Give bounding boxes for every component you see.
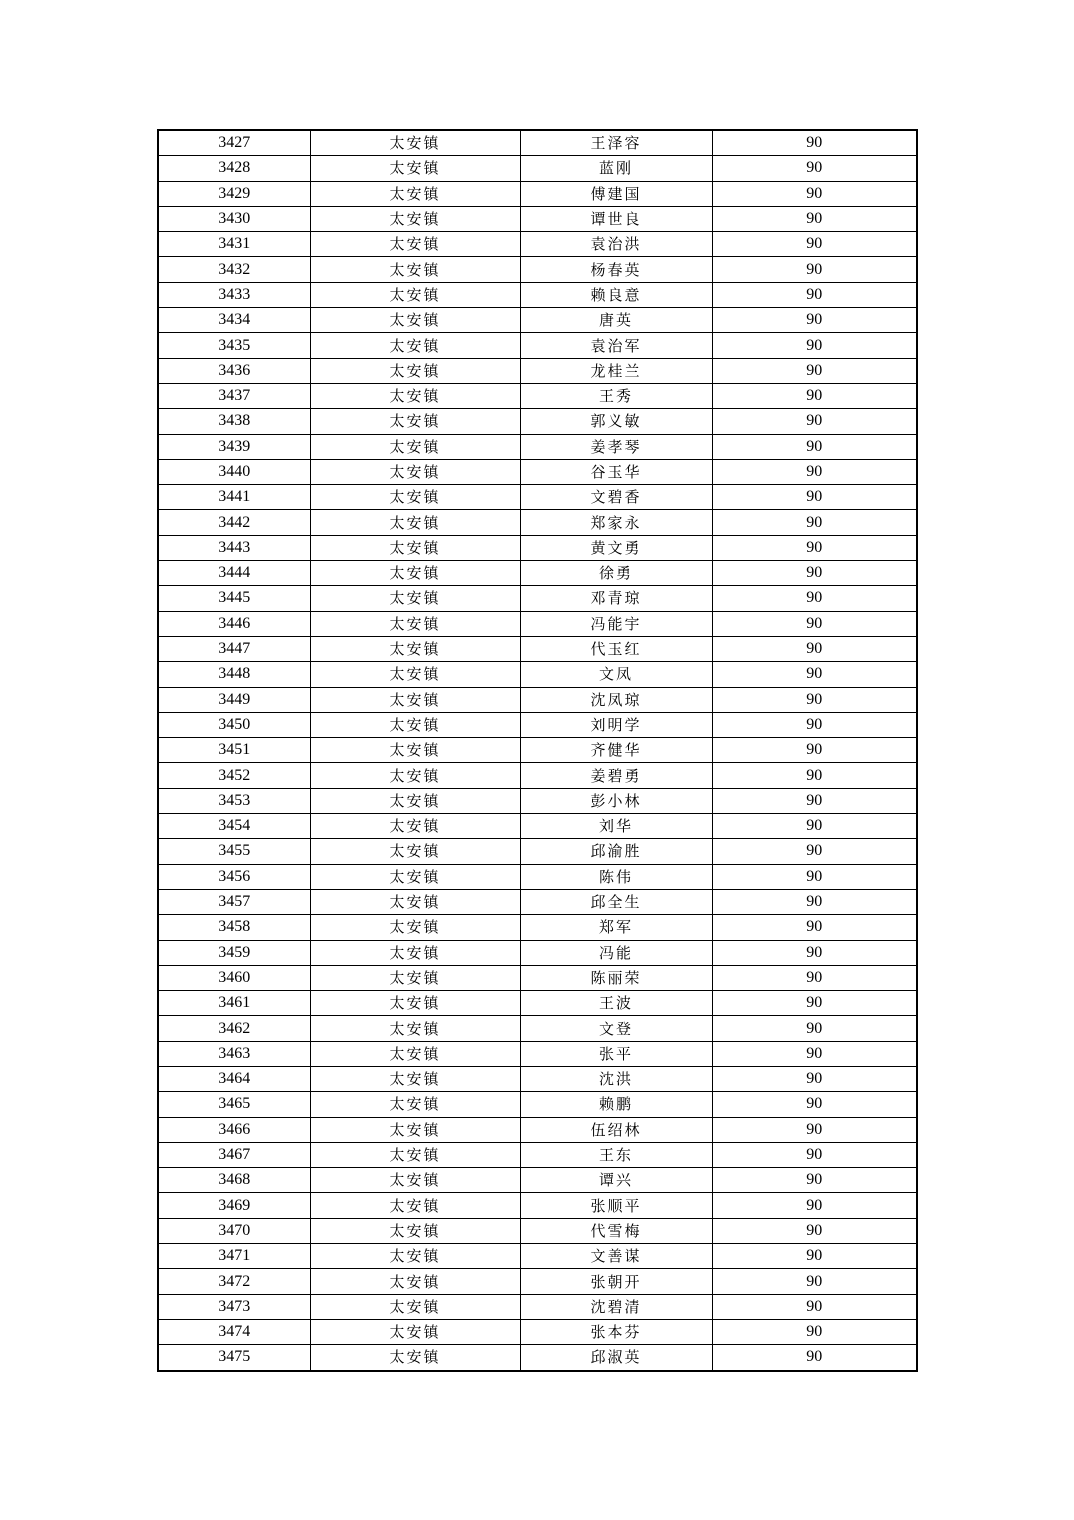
table-row [158, 1345, 917, 1371]
person-name-cell: 黄文勇 [520, 535, 712, 560]
table-row [158, 814, 917, 839]
town-cell: 太安镇 [310, 383, 520, 408]
table-row [158, 1294, 917, 1319]
town-cell: 太安镇 [310, 1168, 520, 1193]
row-number-cell: 3457 [158, 889, 310, 914]
town-cell: 太安镇 [310, 991, 520, 1016]
table-row [158, 1269, 917, 1294]
score-cell: 90 [712, 257, 917, 282]
person-name-cell: 刘明学 [520, 712, 712, 737]
row-number-cell: 3470 [158, 1218, 310, 1243]
person-name-cell: 代玉红 [520, 636, 712, 661]
row-number-cell: 3438 [158, 409, 310, 434]
person-name-cell: 张本芬 [520, 1319, 712, 1344]
town-cell: 太安镇 [310, 940, 520, 965]
town-cell: 太安镇 [310, 1345, 520, 1371]
score-cell: 90 [712, 485, 917, 510]
person-name-cell: 郭义敏 [520, 409, 712, 434]
town-cell: 太安镇 [310, 662, 520, 687]
town-cell: 太安镇 [310, 611, 520, 636]
score-cell: 90 [712, 282, 917, 307]
person-name-cell: 冯能 [520, 940, 712, 965]
row-number-cell: 3464 [158, 1066, 310, 1091]
table-row [158, 1142, 917, 1167]
score-cell: 90 [712, 1117, 917, 1142]
table-row [158, 763, 917, 788]
table-row [158, 206, 917, 231]
score-cell: 90 [712, 510, 917, 535]
table-row [158, 459, 917, 484]
row-number-cell: 3442 [158, 510, 310, 535]
person-name-cell: 邱淑英 [520, 1345, 712, 1371]
score-cell: 90 [712, 864, 917, 889]
town-cell: 太安镇 [310, 156, 520, 181]
town-cell: 太安镇 [310, 915, 520, 940]
town-cell: 太安镇 [310, 1016, 520, 1041]
town-cell: 太安镇 [310, 485, 520, 510]
person-name-cell: 王秀 [520, 383, 712, 408]
table-row [158, 839, 917, 864]
score-cell: 90 [712, 434, 917, 459]
score-cell: 90 [712, 662, 917, 687]
row-number-cell: 3430 [158, 206, 310, 231]
row-number-cell: 3429 [158, 181, 310, 206]
score-cell: 90 [712, 712, 917, 737]
town-cell: 太安镇 [310, 839, 520, 864]
town-cell: 太安镇 [310, 1066, 520, 1091]
row-number-cell: 3440 [158, 459, 310, 484]
table-row [158, 1319, 917, 1344]
person-name-cell: 代雪梅 [520, 1218, 712, 1243]
row-number-cell: 3446 [158, 611, 310, 636]
table-row [158, 1117, 917, 1142]
table-row [158, 232, 917, 257]
person-name-cell: 蓝刚 [520, 156, 712, 181]
row-number-cell: 3471 [158, 1244, 310, 1269]
score-cell: 90 [712, 839, 917, 864]
person-name-cell: 陈丽荣 [520, 965, 712, 990]
person-name-cell: 郑家永 [520, 510, 712, 535]
row-number-cell: 3435 [158, 333, 310, 358]
score-cell: 90 [712, 1218, 917, 1243]
town-cell: 太安镇 [310, 1193, 520, 1218]
table-row [158, 257, 917, 282]
row-number-cell: 3472 [158, 1269, 310, 1294]
town-cell: 太安镇 [310, 434, 520, 459]
person-name-cell: 唐英 [520, 308, 712, 333]
row-number-cell: 3466 [158, 1117, 310, 1142]
row-number-cell: 3455 [158, 839, 310, 864]
row-number-cell: 3441 [158, 485, 310, 510]
town-cell: 太安镇 [310, 358, 520, 383]
town-cell: 太安镇 [310, 1244, 520, 1269]
table-row [158, 383, 917, 408]
score-cell: 90 [712, 1016, 917, 1041]
score-cell: 90 [712, 991, 917, 1016]
table-row [158, 915, 917, 940]
table-row [158, 409, 917, 434]
town-cell: 太安镇 [310, 1218, 520, 1243]
table-row [158, 434, 917, 459]
table-row [158, 1193, 917, 1218]
town-cell: 太安镇 [310, 206, 520, 231]
row-number-cell: 3460 [158, 965, 310, 990]
town-cell: 太安镇 [310, 1041, 520, 1066]
score-cell: 90 [712, 383, 917, 408]
row-number-cell: 3449 [158, 687, 310, 712]
row-number-cell: 3437 [158, 383, 310, 408]
row-number-cell: 3453 [158, 788, 310, 813]
row-number-cell: 3451 [158, 738, 310, 763]
town-cell: 太安镇 [310, 282, 520, 307]
town-cell: 太安镇 [310, 738, 520, 763]
table-row [158, 1168, 917, 1193]
score-cell: 90 [712, 1269, 917, 1294]
person-name-cell: 齐健华 [520, 738, 712, 763]
row-number-cell: 3462 [158, 1016, 310, 1041]
score-cell: 90 [712, 636, 917, 661]
score-cell: 90 [712, 687, 917, 712]
score-cell: 90 [712, 1244, 917, 1269]
table-row [158, 1244, 917, 1269]
table-row [158, 864, 917, 889]
person-name-cell: 沈洪 [520, 1066, 712, 1091]
person-name-cell: 张平 [520, 1041, 712, 1066]
score-cell: 90 [712, 1066, 917, 1091]
row-number-cell: 3432 [158, 257, 310, 282]
score-cell: 90 [712, 788, 917, 813]
person-name-cell: 徐勇 [520, 561, 712, 586]
row-number-cell: 3439 [158, 434, 310, 459]
table-row [158, 1041, 917, 1066]
table-row [158, 333, 917, 358]
person-name-cell: 傅建国 [520, 181, 712, 206]
table-row [158, 940, 917, 965]
score-cell: 90 [712, 889, 917, 914]
person-name-cell: 郑军 [520, 915, 712, 940]
score-cell: 90 [712, 358, 917, 383]
town-cell: 太安镇 [310, 181, 520, 206]
table-row [158, 738, 917, 763]
row-number-cell: 3465 [158, 1092, 310, 1117]
score-cell: 90 [712, 535, 917, 560]
table-row [158, 611, 917, 636]
row-number-cell: 3431 [158, 232, 310, 257]
score-cell: 90 [712, 181, 917, 206]
town-cell: 太安镇 [310, 232, 520, 257]
person-name-cell: 谷玉华 [520, 459, 712, 484]
row-number-cell: 3468 [158, 1168, 310, 1193]
person-name-cell: 谭世良 [520, 206, 712, 231]
score-cell: 90 [712, 232, 917, 257]
town-cell: 太安镇 [310, 535, 520, 560]
table-row [158, 991, 917, 1016]
row-number-cell: 3450 [158, 712, 310, 737]
table-row [158, 156, 917, 181]
score-cell: 90 [712, 409, 917, 434]
row-number-cell: 3443 [158, 535, 310, 560]
person-name-cell: 文善谋 [520, 1244, 712, 1269]
table-row [158, 561, 917, 586]
person-name-cell: 陈伟 [520, 864, 712, 889]
row-number-cell: 3474 [158, 1319, 310, 1344]
score-cell: 90 [712, 1345, 917, 1371]
town-cell: 太安镇 [310, 459, 520, 484]
person-name-cell: 沈凤琼 [520, 687, 712, 712]
score-cell: 90 [712, 1168, 917, 1193]
town-cell: 太安镇 [310, 561, 520, 586]
row-number-cell: 3428 [158, 156, 310, 181]
person-name-cell: 袁治军 [520, 333, 712, 358]
table-row [158, 965, 917, 990]
row-number-cell: 3473 [158, 1294, 310, 1319]
person-name-cell: 赖良意 [520, 282, 712, 307]
town-cell: 太安镇 [310, 712, 520, 737]
town-cell: 太安镇 [310, 1319, 520, 1344]
town-cell: 太安镇 [310, 308, 520, 333]
person-name-cell: 赖鹏 [520, 1092, 712, 1117]
roster-table [157, 129, 918, 1372]
table-row [158, 181, 917, 206]
row-number-cell: 3444 [158, 561, 310, 586]
score-cell: 90 [712, 1092, 917, 1117]
table-row [158, 1218, 917, 1243]
score-cell: 90 [712, 333, 917, 358]
person-name-cell: 张顺平 [520, 1193, 712, 1218]
person-name-cell: 文凤 [520, 662, 712, 687]
score-cell: 90 [712, 915, 917, 940]
town-cell: 太安镇 [310, 763, 520, 788]
town-cell: 太安镇 [310, 1294, 520, 1319]
town-cell: 太安镇 [310, 687, 520, 712]
row-number-cell: 3475 [158, 1345, 310, 1371]
table-row [158, 535, 917, 560]
table-row [158, 788, 917, 813]
person-name-cell: 刘华 [520, 814, 712, 839]
table-row [158, 712, 917, 737]
town-cell: 太安镇 [310, 409, 520, 434]
person-name-cell: 袁治洪 [520, 232, 712, 257]
person-name-cell: 文碧香 [520, 485, 712, 510]
person-name-cell: 冯能宇 [520, 611, 712, 636]
row-number-cell: 3427 [158, 130, 310, 156]
table-row [158, 1016, 917, 1041]
person-name-cell: 伍绍林 [520, 1117, 712, 1142]
score-cell: 90 [712, 561, 917, 586]
town-cell: 太安镇 [310, 130, 520, 156]
table-row [158, 636, 917, 661]
town-cell: 太安镇 [310, 814, 520, 839]
score-cell: 90 [712, 814, 917, 839]
town-cell: 太安镇 [310, 889, 520, 914]
person-name-cell: 王泽容 [520, 130, 712, 156]
person-name-cell: 邱全生 [520, 889, 712, 914]
roster-table-body [158, 130, 917, 1371]
score-cell: 90 [712, 130, 917, 156]
town-cell: 太安镇 [310, 1092, 520, 1117]
score-cell: 90 [712, 1041, 917, 1066]
table-row [158, 130, 917, 156]
person-name-cell: 谭兴 [520, 1168, 712, 1193]
town-cell: 太安镇 [310, 1117, 520, 1142]
score-cell: 90 [712, 1142, 917, 1167]
person-name-cell: 王波 [520, 991, 712, 1016]
row-number-cell: 3436 [158, 358, 310, 383]
row-number-cell: 3459 [158, 940, 310, 965]
person-name-cell: 邓青琼 [520, 586, 712, 611]
row-number-cell: 3456 [158, 864, 310, 889]
table-row [158, 282, 917, 307]
row-number-cell: 3445 [158, 586, 310, 611]
town-cell: 太安镇 [310, 1269, 520, 1294]
town-cell: 太安镇 [310, 965, 520, 990]
town-cell: 太安镇 [310, 1142, 520, 1167]
row-number-cell: 3454 [158, 814, 310, 839]
person-name-cell: 张朝开 [520, 1269, 712, 1294]
table-row [158, 1066, 917, 1091]
town-cell: 太安镇 [310, 333, 520, 358]
person-name-cell: 姜碧勇 [520, 763, 712, 788]
row-number-cell: 3434 [158, 308, 310, 333]
person-name-cell: 姜孝琴 [520, 434, 712, 459]
town-cell: 太安镇 [310, 510, 520, 535]
score-cell: 90 [712, 308, 917, 333]
score-cell: 90 [712, 738, 917, 763]
town-cell: 太安镇 [310, 586, 520, 611]
person-name-cell: 沈碧清 [520, 1294, 712, 1319]
row-number-cell: 3433 [158, 282, 310, 307]
person-name-cell: 龙桂兰 [520, 358, 712, 383]
score-cell: 90 [712, 763, 917, 788]
table-row [158, 586, 917, 611]
person-name-cell: 彭小林 [520, 788, 712, 813]
table-row [158, 889, 917, 914]
table-row [158, 308, 917, 333]
score-cell: 90 [712, 156, 917, 181]
person-name-cell: 杨春英 [520, 257, 712, 282]
score-cell: 90 [712, 1193, 917, 1218]
town-cell: 太安镇 [310, 788, 520, 813]
row-number-cell: 3469 [158, 1193, 310, 1218]
score-cell: 90 [712, 459, 917, 484]
score-cell: 90 [712, 965, 917, 990]
town-cell: 太安镇 [310, 864, 520, 889]
row-number-cell: 3452 [158, 763, 310, 788]
score-cell: 90 [712, 1319, 917, 1344]
town-cell: 太安镇 [310, 257, 520, 282]
person-name-cell: 王东 [520, 1142, 712, 1167]
person-name-cell: 文登 [520, 1016, 712, 1041]
table-row [158, 358, 917, 383]
score-cell: 90 [712, 940, 917, 965]
row-number-cell: 3461 [158, 991, 310, 1016]
table-row [158, 1092, 917, 1117]
table-row [158, 687, 917, 712]
row-number-cell: 3467 [158, 1142, 310, 1167]
table-row [158, 510, 917, 535]
table-row [158, 485, 917, 510]
person-name-cell: 邱渝胜 [520, 839, 712, 864]
score-cell: 90 [712, 1294, 917, 1319]
table-row [158, 662, 917, 687]
row-number-cell: 3463 [158, 1041, 310, 1066]
row-number-cell: 3448 [158, 662, 310, 687]
row-number-cell: 3458 [158, 915, 310, 940]
town-cell: 太安镇 [310, 636, 520, 661]
score-cell: 90 [712, 206, 917, 231]
score-cell: 90 [712, 611, 917, 636]
row-number-cell: 3447 [158, 636, 310, 661]
score-cell: 90 [712, 586, 917, 611]
